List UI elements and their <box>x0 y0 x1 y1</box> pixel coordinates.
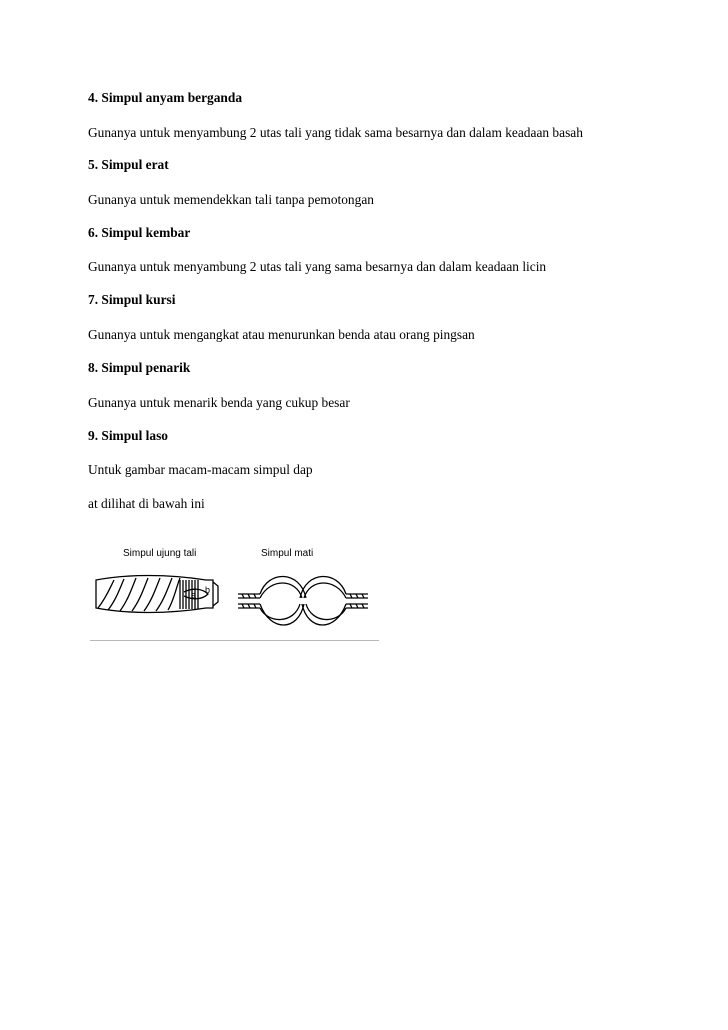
closing-line-2: at dilihat di bawah ini <box>88 496 205 511</box>
item-4-body: Gunanya untuk menyambung 2 utas tali yang tidak sama besarnya dan dalam keadaan basah <box>88 125 583 140</box>
item-8-heading: 8. Simpul penarik <box>88 360 191 375</box>
label-b: b <box>205 585 211 595</box>
caption-simpul-ujung-tali: Simpul ujung tali <box>123 548 197 559</box>
item-7-heading: 7. Simpul kursi <box>88 292 176 307</box>
item-4-heading: 4. Simpul anyam berganda <box>88 90 243 105</box>
knot-illustration <box>88 540 380 645</box>
rope-end-whipping-icon <box>96 576 218 613</box>
item-6-body: Gunanya untuk menyambung 2 utas tali yang sama besarnya dan dalam keadaan licin <box>88 259 547 274</box>
item-7-body: Gunanya untuk mengangkat atau menurunkan benda atau orang pingsan <box>88 327 475 342</box>
item-5-heading: 5. Simpul erat <box>88 157 169 172</box>
item-9-heading: 9. Simpul laso <box>88 428 168 443</box>
footnote-separator <box>90 640 379 641</box>
label-a: a <box>191 590 197 600</box>
closing-line-1: Untuk gambar macam-macam simpul dap <box>88 462 313 477</box>
item-6-heading: 6. Simpul kembar <box>88 225 191 240</box>
item-5-body: Gunanya untuk memendekkan tali tanpa pemotongan <box>88 192 374 207</box>
reef-knot-icon <box>238 576 368 625</box>
caption-simpul-mati: Simpul mati <box>261 548 314 559</box>
item-8-body: Gunanya untuk menarik benda yang cukup besar <box>88 395 350 410</box>
knot-drawings <box>88 540 380 645</box>
